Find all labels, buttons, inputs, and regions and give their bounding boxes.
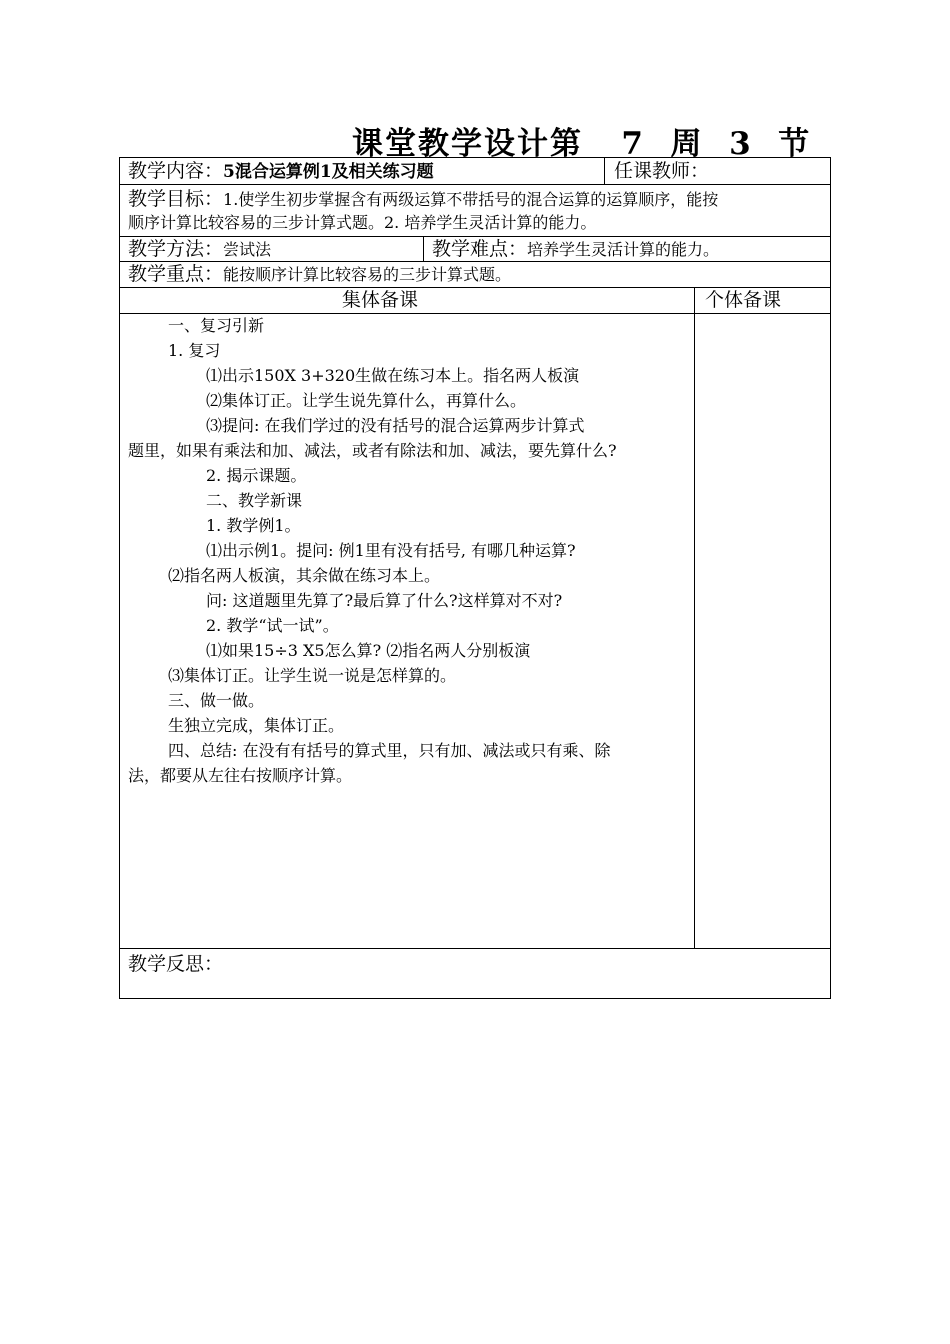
- lesson-line: 一、复习引新: [168, 316, 265, 335]
- teacher-label: 任课教师：: [614, 160, 710, 182]
- method-cell: [128, 237, 271, 262]
- difficulty-cell: [432, 237, 719, 262]
- lesson-line: 1. 教学例1。: [206, 516, 301, 535]
- focus-label: 教学重点：: [128, 263, 224, 285]
- lesson-line: ⑴如果15÷3 X5怎么算? ⑵指名两人分别板演: [206, 641, 531, 660]
- individual-header: 个体备课: [705, 289, 782, 311]
- goal-text-1: 1.使学生初步掌握含有两级运算不带括号的混合运算的运算顺序，能按: [223, 190, 719, 209]
- goal-label: 教学目标：: [128, 188, 224, 210]
- difficulty-value: 培养学生灵活计算的能力。: [527, 240, 720, 259]
- row-divider: [120, 948, 830, 949]
- reflection-label: 教学反思：: [128, 953, 224, 975]
- lesson-line: ⑴出示150X 3+320生做在练习本上。指名两人板演: [206, 366, 580, 385]
- col-divider: [694, 287, 695, 948]
- col-divider: [604, 158, 605, 184]
- lesson-line: 生独立完成，集体订正。: [168, 716, 345, 735]
- lesson-line: 四、总结: 在没有有括号的算式里，只有加、减法或只有乘、除: [168, 741, 611, 760]
- lesson-line: 2. 揭示课题。: [206, 466, 307, 485]
- lesson-line: ⑶集体订正。让学生说一说是怎样算的。: [168, 666, 457, 685]
- lesson-line: ⑵指名两人板演，其余做在练习本上。: [168, 566, 441, 585]
- lesson-line: 2. 教学“试一试”。: [206, 616, 339, 635]
- lesson-line: 三、做一做。: [168, 691, 265, 710]
- goal-line-1: [128, 187, 718, 212]
- goal-text-2: 顺序计算比较容易的三步计算式题。2. 培养学生灵活计算的能力。: [128, 213, 597, 232]
- collective-header: 集体备课: [342, 289, 419, 311]
- lesson-line: 问: 这道题里先算了?最后算了什么?这样算对不对?: [206, 591, 563, 610]
- content-label: 教学内容：: [128, 160, 224, 182]
- focus-value: 能按顺序计算比较容易的三步计算式题。: [223, 265, 512, 284]
- content-value: 5混合运算例1及相关练习题: [223, 162, 434, 182]
- method-value: 尝试法: [223, 240, 272, 259]
- content-row: [128, 159, 434, 184]
- row-divider: [120, 184, 830, 185]
- lesson-line: ⑶提问: 在我们学过的没有括号的混合运算两步计算式: [206, 416, 585, 435]
- lesson-line: 1. 复习: [168, 341, 221, 360]
- col-divider: [423, 236, 424, 261]
- lesson-line: 题里，如果有乘法和加、减法，或者有除法和加、减法，要先算什么?: [128, 441, 617, 460]
- lesson-line: 法，都要从左往右按顺序计算。: [128, 766, 353, 785]
- focus-cell: [128, 262, 511, 287]
- difficulty-label: 教学难点：: [432, 238, 528, 260]
- lesson-plan-table: [119, 157, 831, 999]
- method-label: 教学方法：: [128, 238, 224, 260]
- page-title: 课堂教学设计第 7 周 3 节: [352, 126, 812, 162]
- lesson-line: ⑴出示例1。提问: 例1里有没有括号, 有哪几种运算?: [206, 541, 576, 560]
- lesson-line: ⑵集体订正。让学生说先算什么，再算什么。: [206, 391, 527, 410]
- lesson-line: 二、教学新课: [206, 491, 303, 510]
